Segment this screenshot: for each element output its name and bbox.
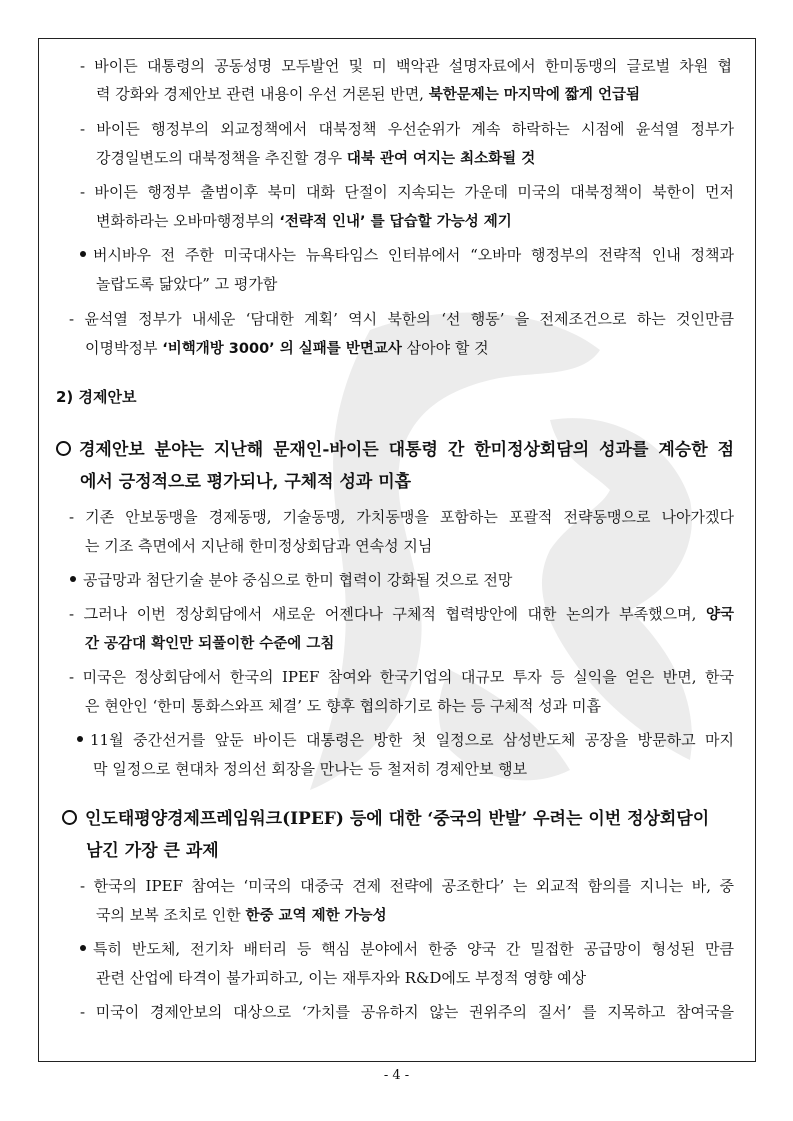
- text-line: 막 일정으로 현대차 정의선 회장을 만나는 등 철저히 경제안보 행보: [93, 760, 528, 778]
- bullet-dot-icon: [77, 736, 83, 742]
- heading-line: 남긴 가장 큰 과제: [86, 841, 219, 861]
- text-line: - 미국은 정상회담에서 한국의 IPEF 참여와 한국기업의 대규모 투자 등 실익을 얻은 반면, 한국: [69, 668, 734, 686]
- text-line: 강경일변도의 대북정책을 추진할 경우 대북 관여 여지는 최소화될 것: [96, 149, 536, 167]
- bullet-line: 11월 중간선거를 앞둔 바이든 대통령은 방한 첫 일정으로 삼성반도체 공장을 방문하고 마지: [77, 730, 734, 750]
- circle-bullet-icon: [62, 810, 77, 825]
- text-line: 은 현안인 ‘한미 통화스와프 체결’ 도 향후 협의하기로 하는 등 구체적 성과 미흡: [85, 697, 601, 715]
- bullet-dot-icon: [80, 251, 86, 257]
- page-number: - 4 -: [383, 1068, 410, 1083]
- text-line: - 미국이 경제안보의 대상으로 ‘가치를 공유하지 않는 권위주의 질서’ 를 지목하고 참여국을: [80, 1003, 734, 1021]
- text-line: 력 강화와 경제안보 관련 내용이 우선 거론된 반면, 북한문제는 마지막에 짧게 언급됨: [96, 85, 640, 103]
- circle-bullet-icon: [56, 441, 71, 456]
- bullet-line: 특히 반도체, 전기차 배터리 등 핵심 분야에서 한중 양국 간 밀접한 공급망이 형성된 만큼: [80, 939, 734, 959]
- text-line: - 바이든 대통령의 공동성명 모두발언 및 미 백악관 설명자료에서 한미동맹의 글로벌 차원 협: [80, 57, 732, 75]
- bullet-dot-icon: [70, 576, 76, 582]
- bullet-dot-icon: [80, 945, 86, 951]
- section-heading: 2) 경제안보: [56, 388, 137, 406]
- heading-line: 에서 긍정적으로 평가되나, 구체적 성과 미흡: [80, 472, 412, 492]
- text-line: - 한국의 IPEF 참여는 ‘미국의 대중국 견제 전략에 공조한다’ 는 외교적 함의를 지니는 바, 중: [80, 877, 734, 895]
- text-line: 관련 산업에 타격이 불가피하고, 이는 재투자와 R&D에도 부정적 영향 예상: [96, 969, 587, 987]
- text-line: 변화하라는 오바마행정부의 ‘전략적 인내’ 를 답습할 가능성 제기: [96, 212, 512, 230]
- text-line: 국의 보복 조치로 인한 한중 교역 제한 가능성: [96, 906, 387, 924]
- text-line: 놀랍도록 닮았다” 고 평가함: [96, 275, 278, 293]
- text-line: - 바이든 행정부 출범이후 북미 대화 단절이 지속되는 가운데 미국의 대북정책이 북한이 먼저: [80, 183, 734, 201]
- bullet-line: 공급망과 첨단기술 분야 중심으로 한미 협력이 강화될 것으로 전망: [70, 570, 512, 590]
- text-line: - 그러나 이번 정상회담에서 새로운 어젠다나 구체적 협력방안에 대한 논의가 부족했으며, 양국: [69, 605, 734, 623]
- text-line: - 윤석열 정부가 내세운 ‘담대한 계획’ 역시 북한의 ‘선 행동’ 을 전제조건으로 하는 것인만큼: [69, 310, 734, 328]
- text-line: 는 기조 측면에서 지난해 한미정상회담과 연속성 지님: [85, 537, 433, 555]
- text-line: 이명박정부 ‘비핵개방 3000’ 의 실패를 반면교사 삼아야 할 것: [85, 339, 489, 357]
- text-line: - 기존 안보동맹을 경제동맹, 기술동맹, 가치동맹을 포함하는 포괄적 전략동맹으로 나아가겠다: [69, 508, 734, 526]
- heading-line: 경제안보 분야는 지난해 문재인-바이든 대통령 간 한미정상회담의 성과를 계승한 점: [56, 438, 734, 462]
- text-line: 간 공감대 확인만 되풀이한 수준에 그침: [85, 636, 335, 652]
- text-line: - 바이든 행정부의 외교정책에서 대북정책 우선순위가 계속 하락하는 시점에 윤석열 정부가: [80, 120, 734, 138]
- bullet-line: 버시바우 전 주한 미국대사는 뉴욕타임스 인터뷰에서 “오바마 행정부의 전략적 인내 정책과: [80, 245, 734, 265]
- heading-line: 인도태평양경제프레임워크(IPEF) 등에 대한 ‘중국의 반발’ 우려는 이번 정상회담이: [62, 807, 709, 831]
